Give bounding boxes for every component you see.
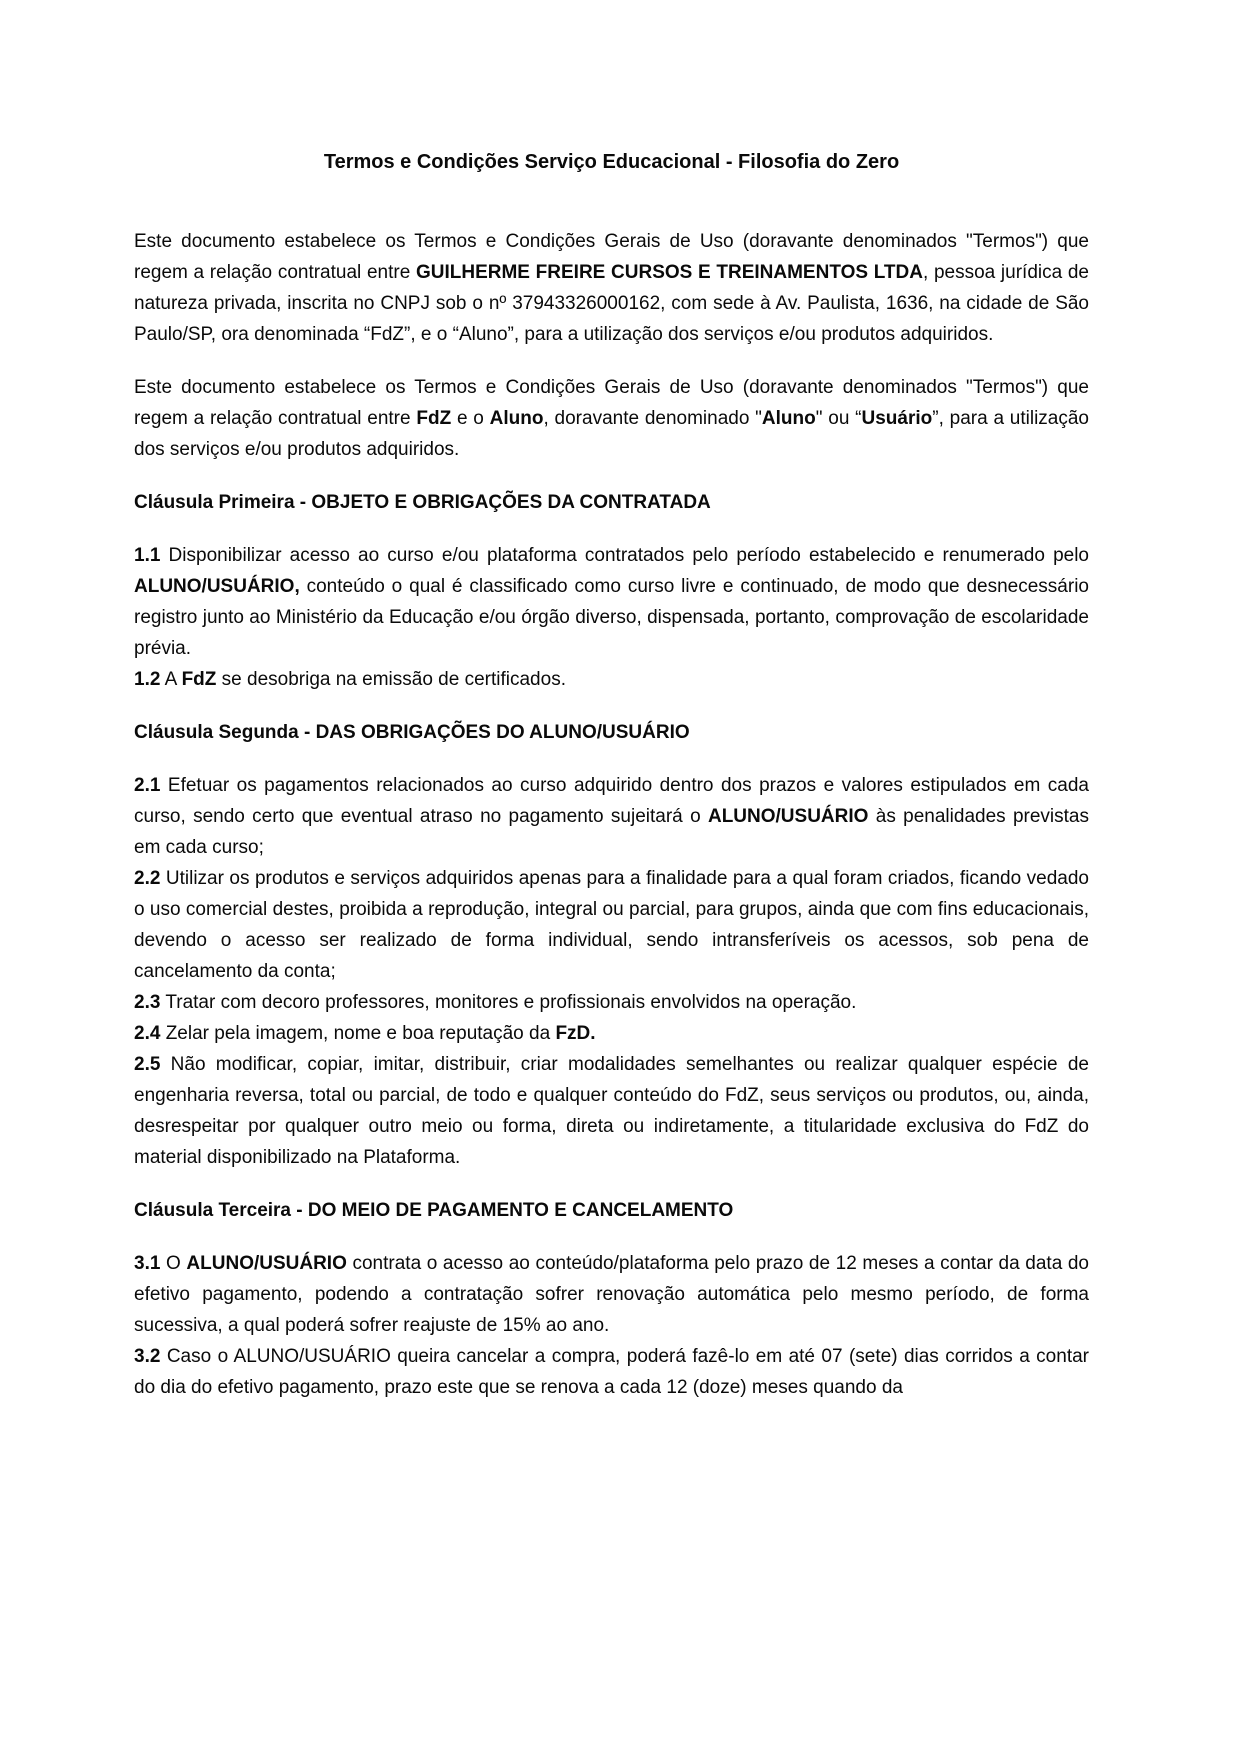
text-run: ALUNO/USUÁRIO [186,1253,347,1274]
text-run: conteúdo o qual é classificado como curso livre e continuado, de modo que desnecessário registro junto ao Ministério da Educação e/ou órgão diverso, dispensada, portanto, comprovação de escolaridade prévia. [134,576,1089,659]
text-run: O [160,1253,187,1274]
intro-paragraph-1 [134,226,1089,350]
text-run: 2.5 [134,1054,161,1075]
text-run: Usuário [861,408,933,429]
text-run: Aluno [489,408,544,429]
text-run: Caso o ALUNO/USUÁRIO queira cancelar a compra, poderá fazê-lo em até 07 (sete) dias corridos a contar do dia do efetivo pagamento, prazo este que se renova a cada 12 (doze) meses quando da [134,1346,1089,1398]
text-run: ALUNO/USUÁRIO, [134,576,300,597]
clause-2-2 [134,863,1089,987]
text-run: e o [451,408,490,429]
text-run: , doravante denominado " [543,408,762,429]
document-title: Termos e Condições Serviço Educacional - Filosofia do Zero [323,151,900,173]
text-run: 1.2 [134,669,161,690]
clause-2-3 [134,987,1089,1018]
text-run: GUILHERME FREIRE CURSOS E TREINAMENTOS LTDA [415,262,923,283]
text-run: Efetuar os pagamentos relacionados ao curso adquirido dentro dos prazos e valores estipulados em cada curso, sendo certo que eventual atraso no pagamento sujeitará o [134,775,1089,827]
clause-3-heading: Cláusula Terceira - DO MEIO DE PAGAMENTO E CANCELAMENTO [134,1200,734,1221]
text-run: se desobriga na emissão de certificados. [216,669,566,690]
clause-3-1 [134,1248,1089,1341]
intro-paragraph-2 [134,372,1089,465]
text-run: ”, para a utilização dos serviços e/ou produtos adquiridos. [134,408,1089,460]
text-run: FdZ [416,408,452,429]
text-run: 2.2 [134,868,161,889]
text-run: , pessoa jurídica de natureza privada, inscrita no CNPJ sob o nº 37943326000162, com sede à Av. Paulista, 1636, na cidade de São Paulo/SP, ora denominada “FdZ”, e o “Aluno”, para a utilização dos serviços e/ou produtos adquiridos. [134,262,1089,345]
text-run: 3.2 [134,1346,161,1367]
clause-2-1 [134,770,1089,863]
clause-1-heading: Cláusula Primeira - OBJETO E OBRIGAÇÕES DA CONTRATADA [134,492,711,513]
clause-2-heading: Cláusula Segunda - DAS OBRIGAÇÕES DO ALUNO/USUÁRIO [134,722,690,743]
clause-1-1 [134,540,1089,664]
clause-2-4 [134,1018,1089,1049]
text-run: Este documento estabelece os Termos e Condições Gerais de Uso (doravante denominados "Termos") que regem a relação contratual entre [134,231,1089,283]
text-run: Tratar com decoro professores, monitores e profissionais envolvidos na operação. [160,992,857,1013]
text-run: 1.1 [134,545,161,566]
text-run: " ou “ [815,408,862,429]
text-run: FzD. [555,1023,596,1044]
text-run: Aluno [761,408,816,429]
text-run: contrata o acesso ao conteúdo/plataforma pelo prazo de 12 meses a contar da data do efetivo pagamento, podendo a contratação sofrer renovação automática pelo mesmo período, de forma sucessiva, a qual poderá sofrer reajuste de 15% ao ano. [134,1253,1090,1336]
text-run: 2.4 [134,1023,161,1044]
text-run: A [160,669,182,690]
text-run: Utilizar os produtos e serviços adquiridos apenas para a finalidade para a qual foram criados, ficando vedado o uso comercial destes, proibida a reprodução, integral ou parcial, para grupos, ainda que com fins educacionais, devendo o acesso ser realizado de forma individual, sendo intransferíveis os acessos, sob pena de cancelamento da conta; [134,868,1089,982]
text-run: Zelar pela imagem, nome e boa reputação da [160,1023,556,1044]
text-run: 2.1 [134,775,161,796]
text-run: ALUNO/USUÁRIO [707,806,869,827]
clause-1-2 [134,664,1089,695]
text-run: Disponibilizar acesso ao curso e/ou plataforma contratados pelo período estabelecido e renumerado pelo [160,545,1089,566]
text-run: 2.3 [134,992,161,1013]
text-run: Não modificar, copiar, imitar, distribuir, criar modalidades semelhantes ou realizar qualquer espécie de engenharia reversa, total ou parcial, de todo e qualquer conteúdo do FdZ, seus serviços ou produtos, ou, ainda, desrespeitar por qualquer outro meio ou forma, direta ou indiretamente, a titularidade exclusiva do FdZ do material disponibilizado na Plataforma. [134,1054,1089,1168]
clause-3-2 [134,1341,1089,1403]
clause-2-5 [134,1049,1089,1173]
text-run: FdZ [181,669,217,690]
text-run: 3.1 [134,1253,161,1274]
text-run: Este documento estabelece os Termos e Condições Gerais de Uso (doravante denominados "Termos") que regem a relação contratual entre [134,377,1089,429]
text-run: às penalidades previstas em cada curso; [134,806,1089,858]
